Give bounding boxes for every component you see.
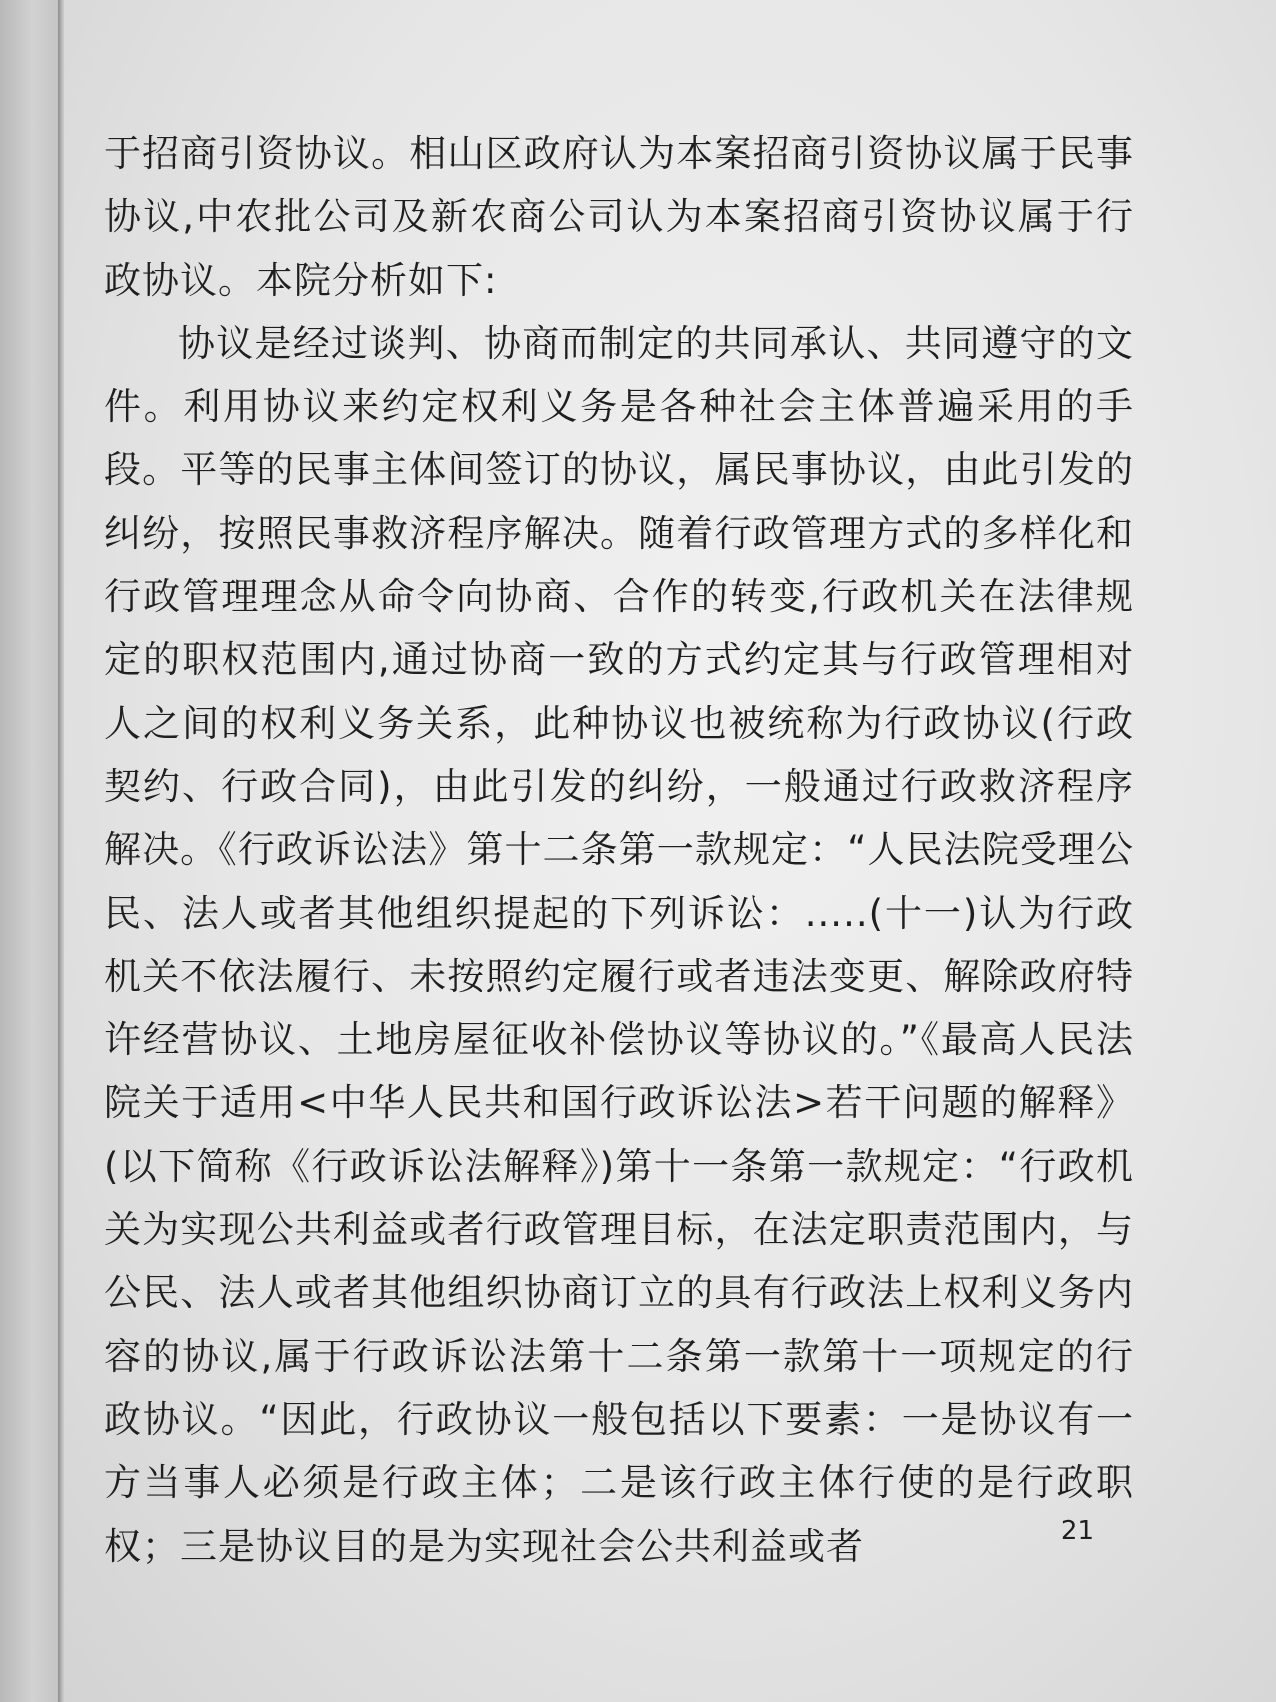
page-body-text bbox=[104, 122, 1134, 1578]
paragraph-1: 于招商引资协议。相山区政府认为本案招商引资协议属于民事协议,中农批公司及新农商公司认为本案招商引资协议属于行政协议。本院分析如下: bbox=[104, 132, 1134, 302]
paragraph-2: 协议是经过谈判、协商而制定的共同承认、共同遵守的文件。利用协议来约定权利义务是各种社会主体普遍采用的手段。平等的民事主体间签订的协议，属民事协议，由此引发的纠纷，按照民事救济程序解决。随着行政管理方式的多样化和行政管理理念从命令向协商、合作的转变,行政机关在法律规定的职权范围内,通过协商一致的方式约定其与行政管理相对人之间的权利义务关系，此种协议也被统称为行政协议(行政契约、行政合同)，由此引发的纠纷，一般通过行政救济程序解决。《行政诉讼法》第十二条第一款规定：“人民法院受理公民、法人或者其他组织提起的下列诉讼：.....(十一)认为行政机关不依法履行、未按照约定履行或者违法变更、解除政府特许经营协议、土地房屋征收补偿协议等协议的。”《最高人民法院关于适用<中华人民共和国行政诉讼法>若干问题的解释》(以下简称《行政诉讼法解释》)第十一条第一款规定：“行政机关为实现公共利益或者行政管理目标，在法定职责范围内，与公民、法人或者其他组织协商订立的具有行政法上权利义务内容的协议,属于行政诉讼法第十二条第一款第十一项规定的行政协议。“因此，行政协议一般包括以下要素：一是协议有一方当事人必须是行政主体；二是该行政主体行使的是行政职权；三是协议目的是为实现社会公共利益或者 bbox=[104, 321, 1134, 1568]
previous-page-edge bbox=[0, 0, 60, 1702]
page-number: 21 bbox=[1060, 1516, 1094, 1546]
